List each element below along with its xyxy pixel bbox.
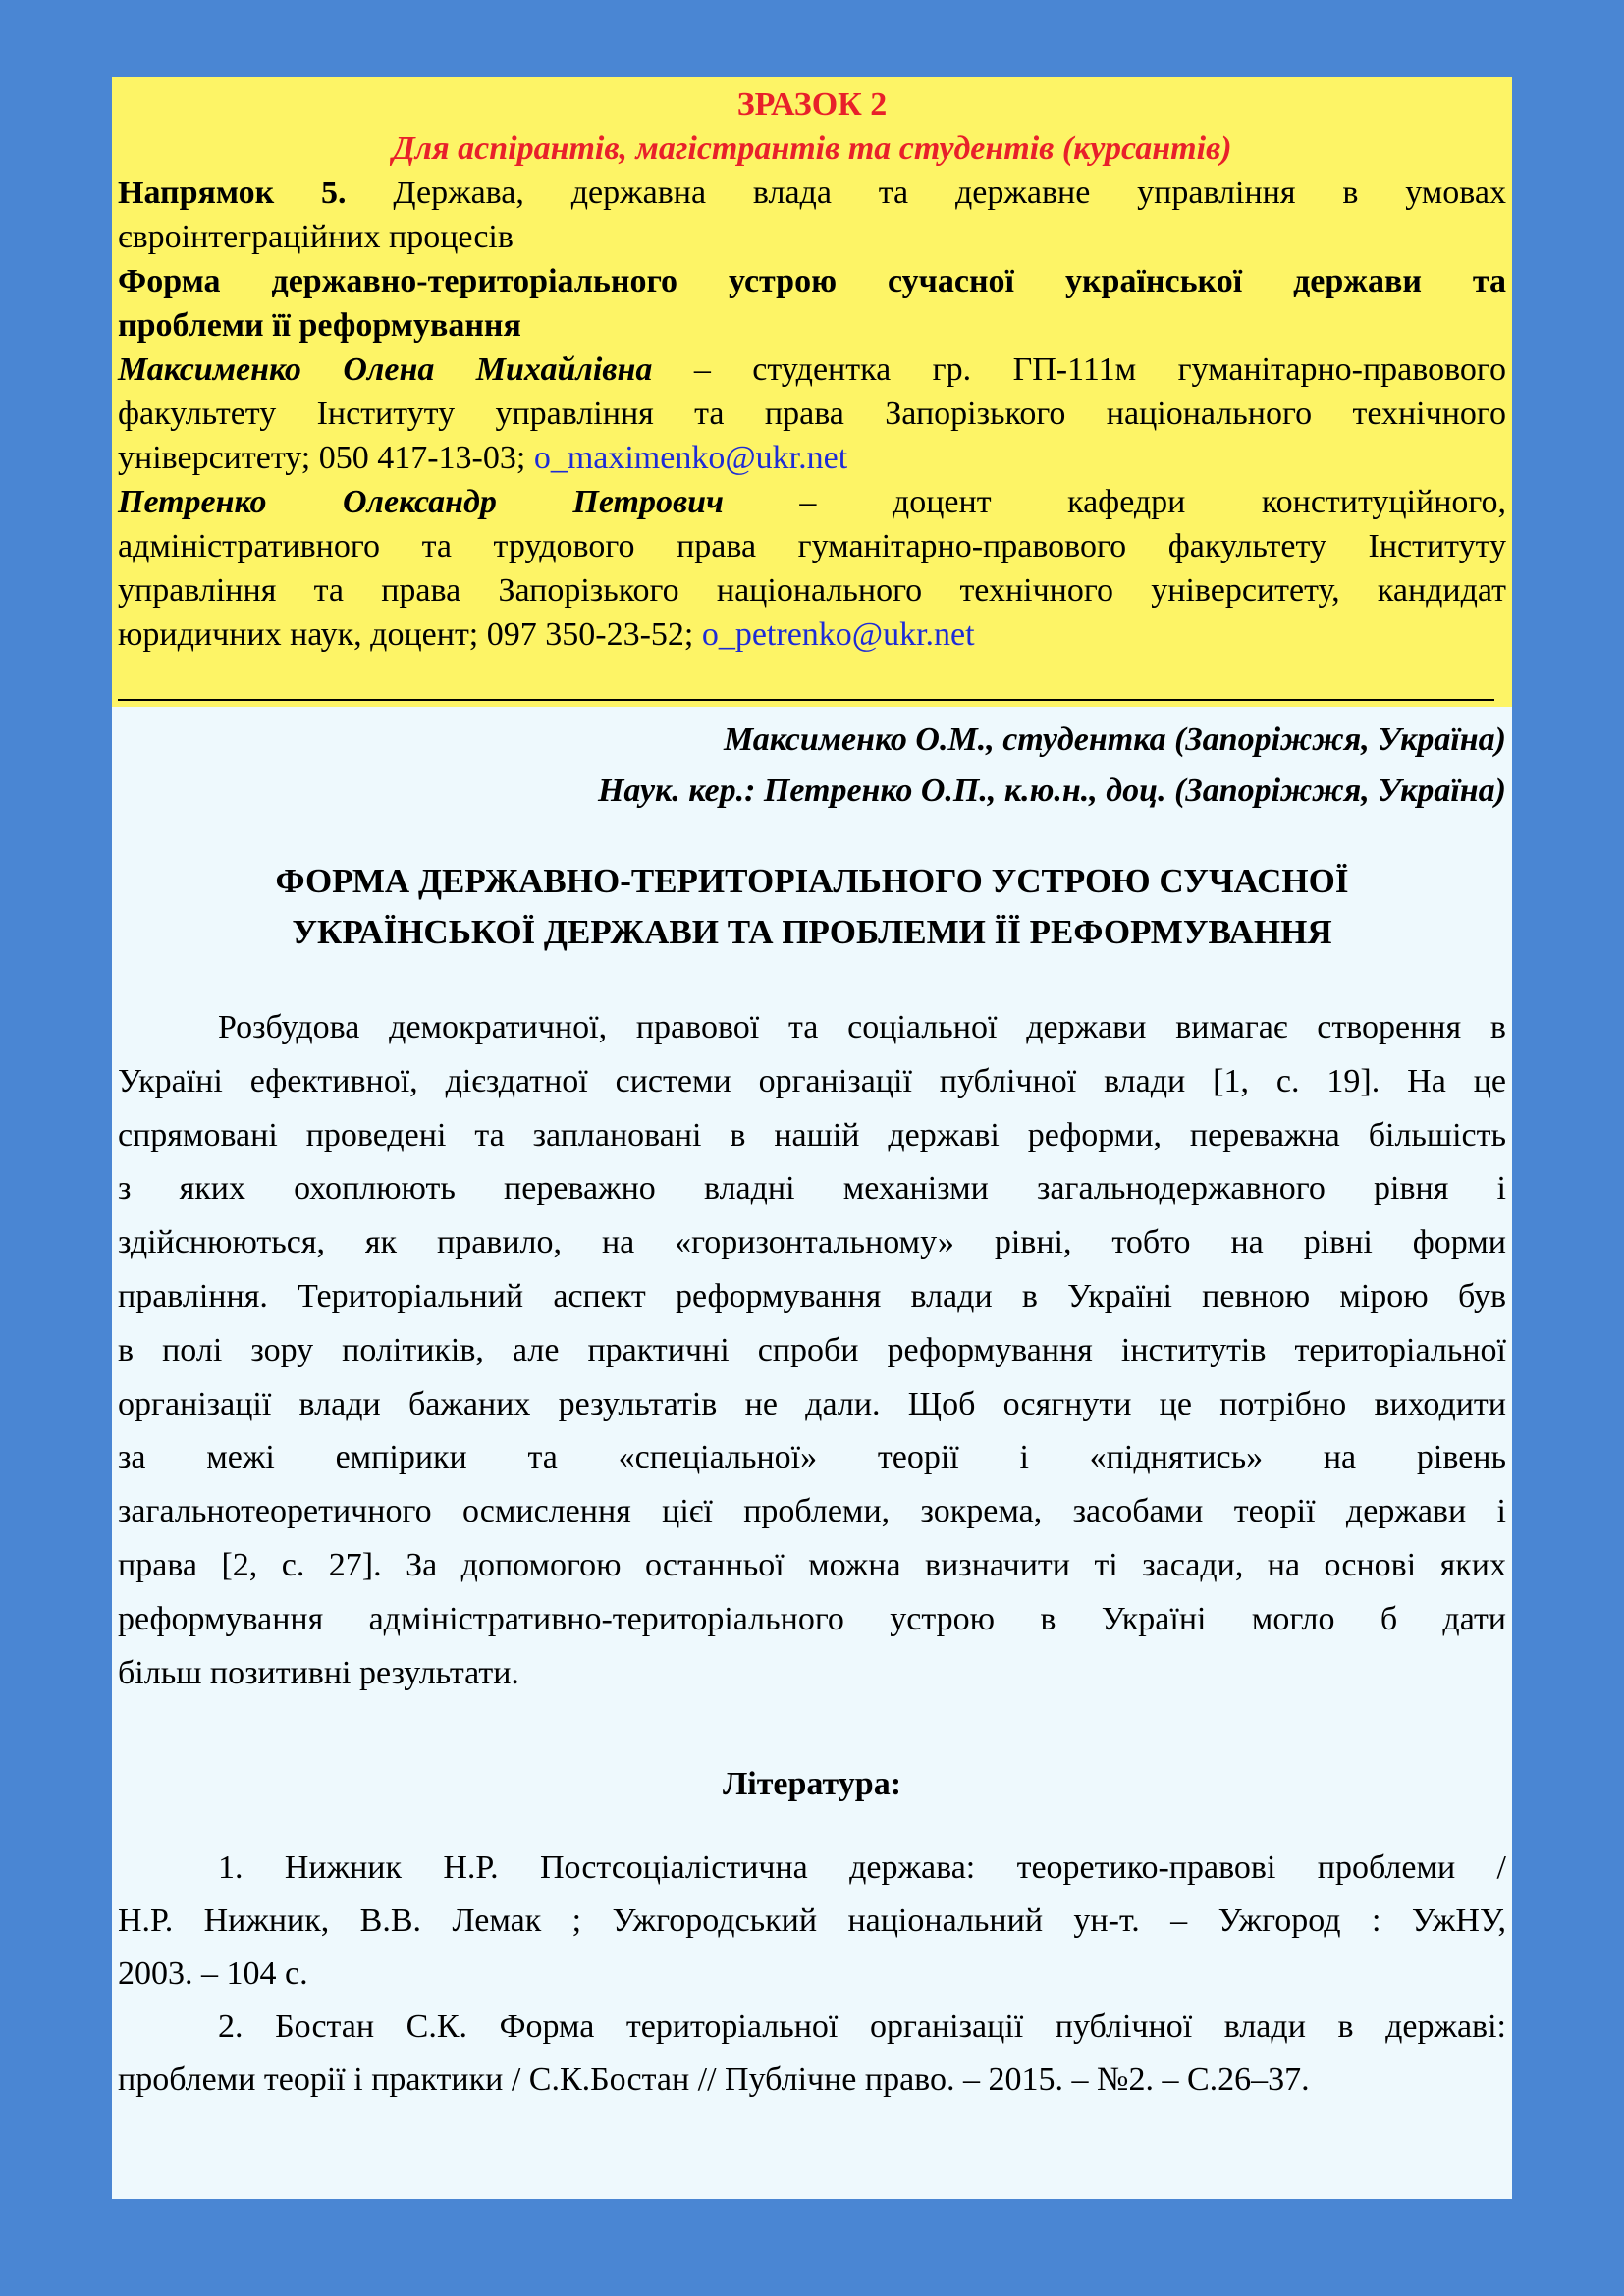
- header-divider: [118, 657, 1494, 701]
- sample-header-block: [112, 77, 1512, 707]
- topic-line-1: Форма державно-територіального устрою сучасної української держави та: [118, 263, 1506, 299]
- paragraph-line: правління. Територіальний аспект реформування влади в Україні певною мірою був: [118, 1277, 1506, 1314]
- audience-label: Для аспірантів, магістрантів та студентів (курсантів): [392, 131, 1232, 167]
- paragraph-line: за межі емпірики та «спеціальної» теорії і «піднятись» на рівень: [118, 1439, 1506, 1476]
- author2-text-1: – доцент кафедри конституційного,: [723, 484, 1507, 520]
- article-paragraph: [118, 1001, 1506, 1700]
- paragraph-line: здійснюються, як правило, на «горизонтальному» рівні, тобто на рівні форми: [118, 1224, 1506, 1261]
- author1-name: Максименко Олена Михайлівна: [118, 351, 653, 388]
- byline-supervisor: Наук. кер.: Петренко О.П., к.ю.н., доц. (Запоріжжя, Україна): [597, 773, 1506, 809]
- author2-text-3: управління та права Запорізького національного технічного університету, кандидат: [118, 572, 1506, 609]
- document-page: [112, 77, 1512, 2199]
- reference-1-line: 1. Нижник Н.Р. Постсоціалістична держава: теоретико-правові проблеми /: [218, 1849, 1506, 1887]
- direction-text-1: Держава, державна влада та державне управління в умовах: [393, 175, 1507, 211]
- direction-label: Напрямок 5.: [118, 175, 347, 211]
- topic-line-2: проблеми її реформування: [118, 307, 521, 344]
- paragraph-line: права [2, с. 27]. За допомогою останньої можна визначити ті засади, на основі яких: [118, 1546, 1506, 1583]
- article-title: [118, 856, 1506, 958]
- author1-email-link[interactable]: o_maximenko@ukr.net: [533, 440, 848, 476]
- author1-text-2: факультету Інституту управління та права Запорізького національного технічного: [118, 396, 1506, 432]
- author1-text-1: – студентка гр. ГП-111м гуманітарно-правового: [652, 351, 1506, 388]
- article-body: [112, 715, 1512, 2107]
- sample-label: ЗРАЗОК 2: [736, 86, 888, 123]
- reference-1-line: 2003. – 104 с.: [118, 1955, 308, 1993]
- byline: [118, 715, 1506, 817]
- author2-line-4: [118, 613, 1506, 657]
- paragraph-line: Розбудова демократичної, правової та соціальної держави вимагає створення в: [218, 1009, 1506, 1045]
- author2-email-link[interactable]: o_petrenko@ukr.net: [701, 616, 975, 653]
- reference-list: [118, 1842, 1506, 2107]
- author1-line-1: [118, 347, 1506, 392]
- author2-text-4: юридичних наук, доцент; 097 350-23-52;: [118, 616, 702, 653]
- paragraph-line: організації влади бажаних результатів не дали. Щоб осягнути це потрібно виходити: [118, 1385, 1506, 1422]
- paragraph-line: Україні ефективної, дієздатної системи організації публічної влади [1, с. 19]. На це: [118, 1062, 1506, 1099]
- byline-author: Максименко О.М., студентка (Запоріжжя, Україна): [724, 721, 1506, 758]
- reference-2-line: проблеми теорії і практики / С.К.Бостан // Публічне право. – 2015. – №2. – С.26–37.: [118, 2061, 1310, 2099]
- author2-line-1: [118, 480, 1506, 524]
- author1-line-3: [118, 436, 1506, 480]
- literature-heading: Література:: [722, 1766, 902, 1803]
- direction-line-1: [118, 171, 1506, 215]
- reference-2-line: 2. Бостан С.К. Форма територіальної організації публічної влади в державі:: [218, 2008, 1506, 2046]
- paragraph-line: загальнотеоретичного осмислення цієї проблеми, зокрема, засобами теорії держави і: [118, 1493, 1506, 1530]
- author2-text-2: адміністративного та трудового права гуманітарно-правового факультету Інституту: [118, 528, 1506, 564]
- author2-name: Петренко Олександр Петрович: [118, 484, 724, 520]
- paragraph-line: більш позитивні результати.: [118, 1654, 519, 1691]
- direction-text-2: євроінтеграційних процесів: [118, 219, 514, 255]
- title-line-2: УКРАЇНСЬКОЇ ДЕРЖАВИ ТА ПРОБЛЕМИ ЇЇ РЕФОРМУВАННЯ: [292, 913, 1332, 951]
- paragraph-line: в полі зору політиків, але практичні спроби реформування інститутів територіальної: [118, 1331, 1506, 1368]
- paragraph-line: з яких охоплюють переважно владні механізми загальнодержавного рівня і: [118, 1170, 1506, 1207]
- paragraph-line: реформування адміністративно-територіального устрою в Україні могло б дати: [118, 1600, 1506, 1637]
- title-line-1: ФОРМА ДЕРЖАВНО-ТЕРИТОРІАЛЬНОГО УСТРОЮ СУЧАСНОЇ: [275, 862, 1349, 900]
- paragraph-line: спрямовані проведені та заплановані в нашій державі реформи, переважна більшість: [118, 1116, 1506, 1153]
- author1-text-3: університету; 050 417-13-03;: [118, 440, 534, 476]
- reference-1-line: Н.Р. Нижник, В.В. Лемак ; Ужгородський національний ун-т. – Ужгород : УжНУ,: [118, 1902, 1506, 1940]
